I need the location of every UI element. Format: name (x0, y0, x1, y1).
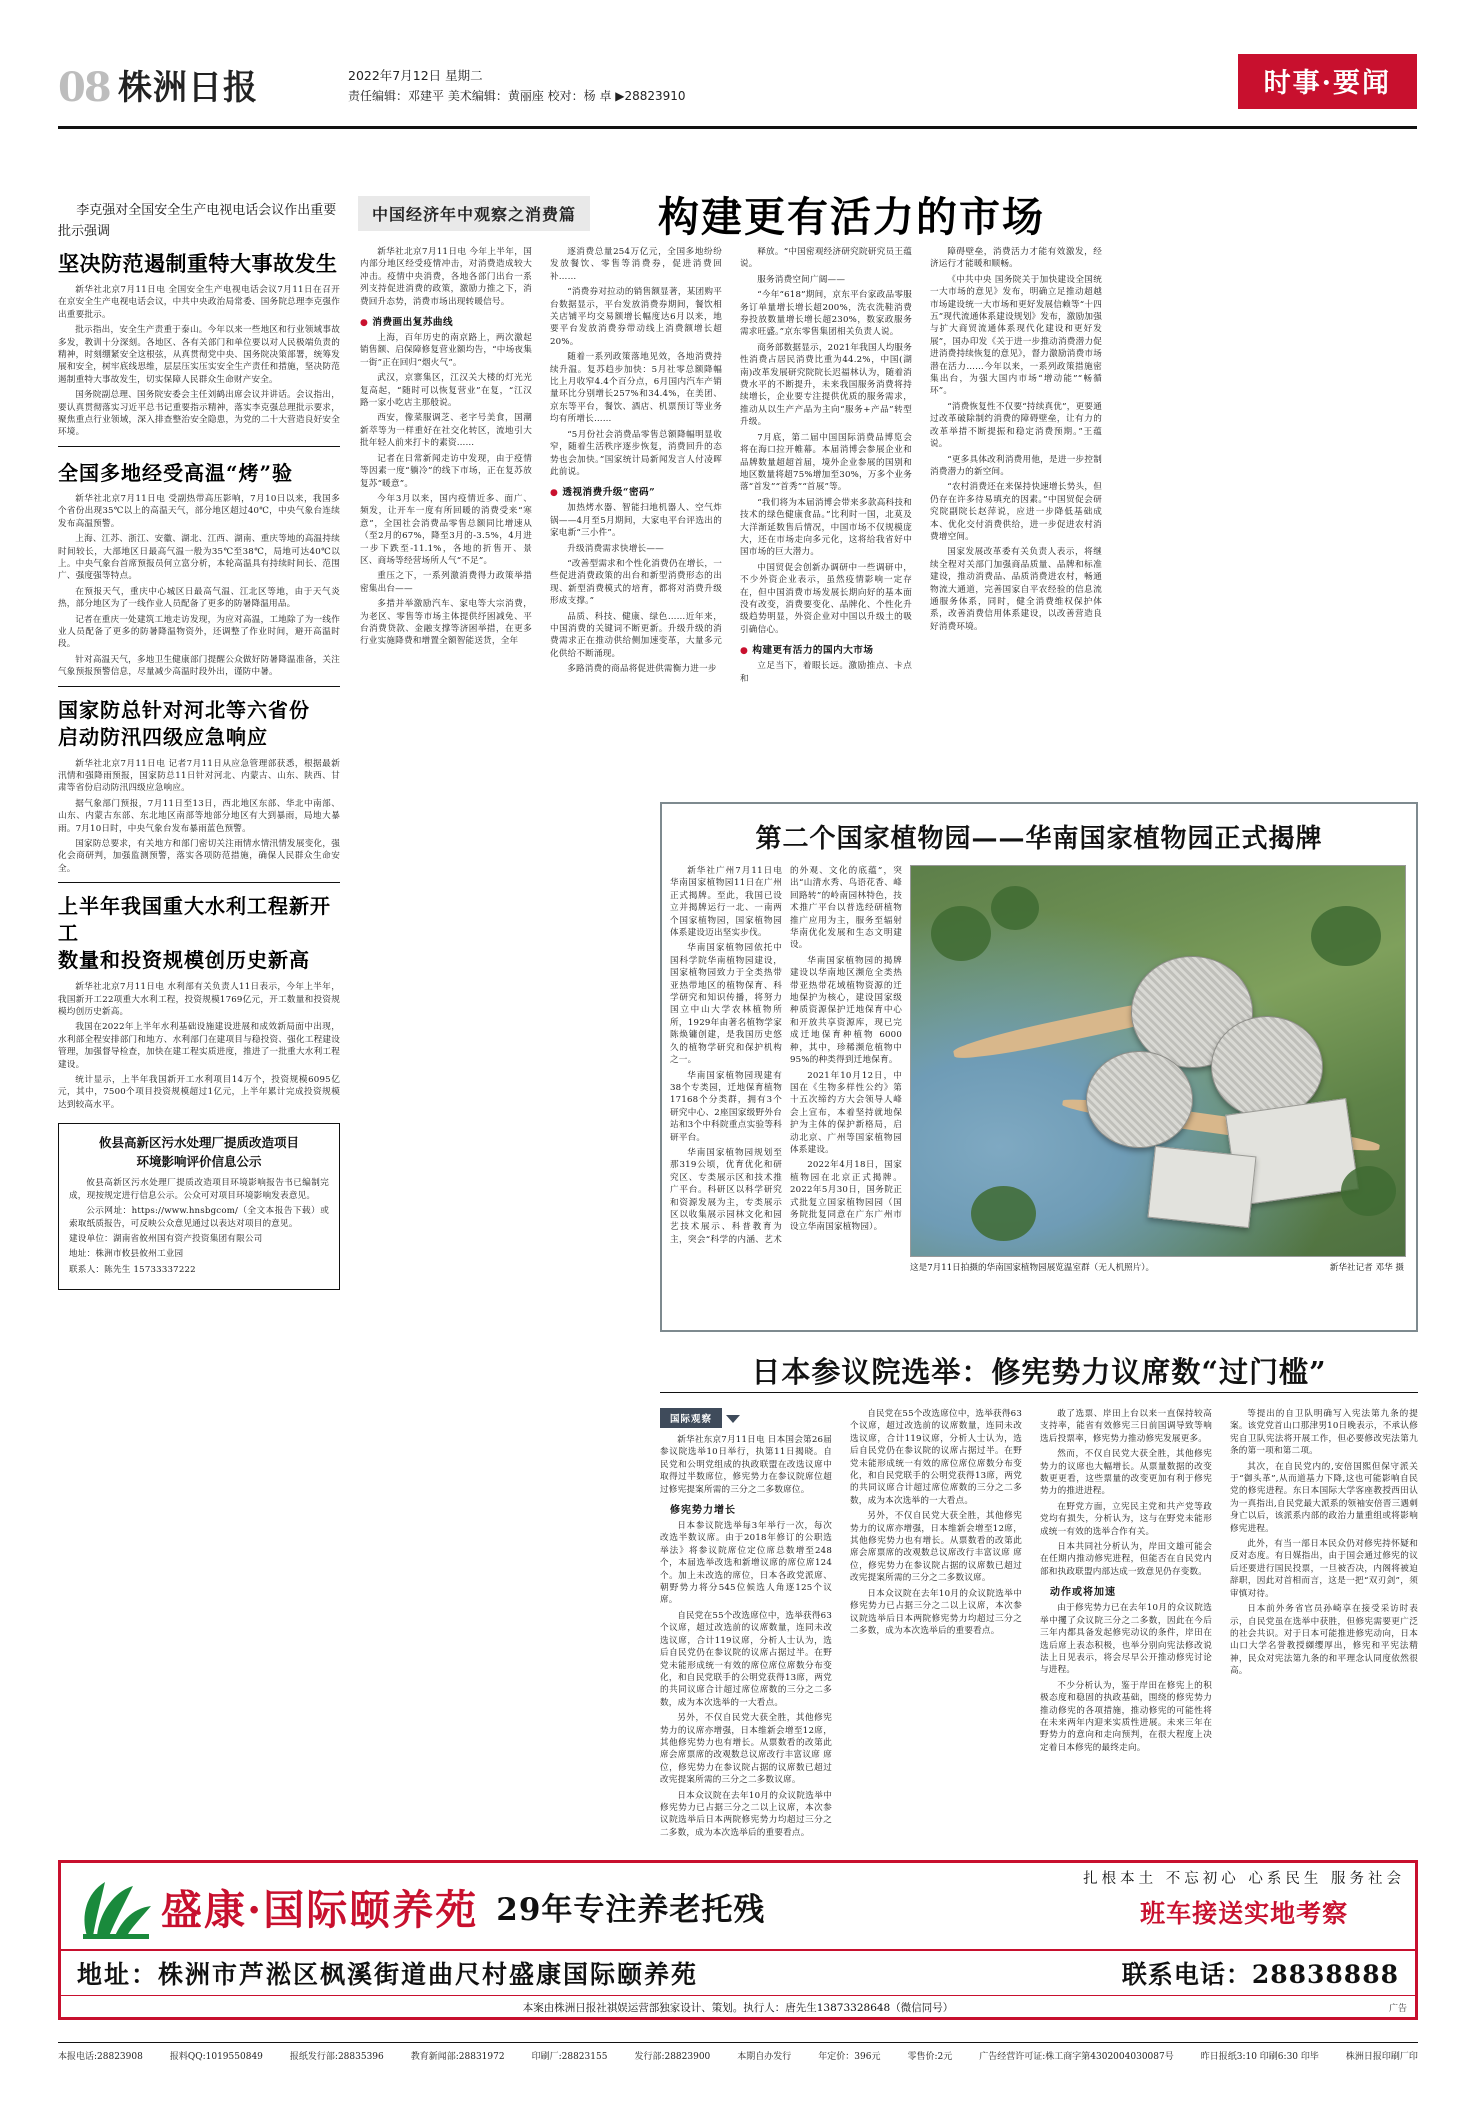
para: 其次，在自民党内的,安倍国熙但保守派关于“御头革”,从而道基力下降,这也可能影响自民党的修宪进程。东日本国际大学客座教授西田认为一真指出,自民党最大派系的领袖安倍晋三遇刺身亡以后，该派系内部的政治力量重组或将影响修宪进程。 (1230, 1461, 1418, 1534)
feature-series-tag: 中国经济年中观察之消费篇 (358, 196, 590, 231)
feature-col5-text (930, 246, 1102, 633)
japan-col3-text (1040, 1408, 1212, 1578)
para: 华南国家植物园规划至那319公顷，优育优化和研究区、专类展示区和技术推广平台。科研区以科学研究和资源发展为主，专类展示区以收集展示园林文化和园艺技术展示、科普教育为主，突会“科学的内涵、艺术的外观、文化的底蕴”，突出“山清水秀、鸟语花香、峰回路转”的岭南园林特色，技术推广平台以普选经研植物推广应用为主，服务至辐射华南优化发展和生态文明建设。 (670, 866, 902, 1245)
ad-footer-row (61, 1996, 1415, 2018)
para: 商务部数据显示，2021年我国人均服务性消费占居民消费比重为44.2%，中国(湖南)改革发展研究院院长迟福林认为，随着消费水平的不断提升，未来我国服务消费将持续增长，企业要专注提供优质的服务需求，推动从以生产产品为主向“服务+产品”转型升级。 (740, 342, 912, 428)
ad-brand-name: 盛康·国际颐养苑 (161, 1885, 479, 1934)
subhead-constitution-forces: 修宪势力增长 (670, 1505, 736, 1517)
japan-col2-text (850, 1408, 1022, 1637)
para: 自民党在55个改选席位中，选举获得63个议席，超过改选前的议席数量，连同未改选议席，合计119议席，分析人士认为，选后自民党仍在参议院的议席占据过半。在野党未能形成统一有效的席位席位席数分布变化，和自民党联手的公明党获得13席，两党的共同议席合计超过席位席数的三分之二多数，成为本次选举的一大看点。 (660, 1610, 832, 1708)
japan-column-3 (1040, 1408, 1212, 1757)
feature-col4-text-b (740, 660, 912, 685)
para: 新华社北京7月11日电 全国安全生产电视电话会议7月11日在召开在京安全生产电视电话会议，中共中央政治局常委、国务院总理李克强作出重要批示。 (58, 285, 340, 320)
headline-heatwave: 全国多地经受高温“烤”验 (58, 460, 294, 485)
garden-body (670, 865, 1408, 1273)
feature-column-4 (740, 246, 912, 688)
public-notice-box (58, 1123, 340, 1290)
para: 针对高温天气，多地卫生健康部门提醒公众做好防暑降温准备，关注气象预报预警信息，尽量减少高温时段外出，谨防中暑。 (58, 654, 340, 678)
colophon-item: 本报电话:28823908 (58, 2052, 143, 2062)
para: 多措并举激励汽车、家电等大宗消费，为老区、零售等市场主体提供纾困减免、平台消费贷款、金融支撑等济困举措，在更多行业实施降费和增置全额智能送货，全年 (360, 599, 532, 647)
colophon-item: 本期自办发行 (737, 2052, 792, 2062)
notice-body (69, 1177, 329, 1276)
colophon-item: 发行部:28823900 (634, 2052, 711, 2062)
para: 升级消费需求快增长—— (567, 543, 664, 554)
para: 另外，不仅自民党大获全胜，其他修宪势力的议席亦增强，日本维新会增至12席，其他修宪势力也有增长。从票数看的改第此席会席票席的改观数总议席改行丰富议席 席位，修宪势力在参议院占据的议席数已超过改宪提案所需的三分之二多数议席。 (850, 1511, 1022, 1584)
caption-credit: 新华社记者 邓华 摄 (1329, 1263, 1404, 1273)
para: 服务消费空间广阔—— (757, 274, 846, 285)
tree-canopy (931, 906, 991, 961)
para: “改善型需求和个性化消费仍在增长，一些促进消费政策的出台和新型消费形态的出现、新型消费模式的培育，都将对消费升级形成支撑。” (550, 558, 722, 607)
ad-tel-label: 联系电话： (1121, 1960, 1252, 1989)
article-flood-body (58, 758, 340, 876)
feature-col2-text-b (360, 332, 532, 648)
para: 中国贸促会创新办调研中一些调研中，不少外资企业表示，虽然疫情影响一定存在，但中国消费市场发展长期向好的基本面没有改变，消费要变化、品牌化、个性化升级趋势明显，外资企业对中国以升级土的吸引确信心。 (740, 562, 912, 635)
para: 2021年10月12日，中国在《生物多样性公约》第十五次缔约方大会领导人峰会上宣布，本着坚持就地保护为主体的保护新格局，启动北京、广州等国家植物园体系建设。 (790, 1070, 902, 1155)
para: 据气象部门预报，7月11日至13日，西北地区东部、华北中南部、山东、内蒙古东部、东北地区南部等地部分地区有大到暴雨，局地大暴雨。7月10日时，中央气象台发布暴雨蓝色预警。 (58, 798, 340, 834)
para: 地址：株洲市攸县攸州工业园 (69, 1249, 184, 1260)
ad-label: 广告 (1388, 2003, 1407, 2014)
international-observation-tag: 国际观察 (660, 1408, 722, 1428)
tree-canopy (1311, 906, 1381, 966)
ad-tagline: 扎根本土 不忘初心 心系民生 服务社会 (1083, 1871, 1405, 1887)
colophon-item: 昨日报纸3:10 印刷6:30 印毕 (1200, 2052, 1319, 2062)
garden-text-cols (670, 865, 902, 1246)
garden-headline: 第二个国家植物园——华南国家植物园正式揭牌 (755, 824, 1323, 854)
para: 国务院副总理、国务院安委会主任刘鹤出席会议并讲话。会议指出，要认真贯彻落实习近平总书记重要指示精神，落实李克强总理批示要求，聚焦重点行业领域，深入排查整治安全隐患，为党的二十大营造良好安全环境。 (58, 390, 340, 438)
international-observation-tag-wrap (660, 1408, 832, 1428)
para: 释放。“中国密观经济研究院研究员王蕴说。 (740, 247, 912, 270)
colophon (58, 2042, 1418, 2062)
ad-address (77, 1955, 698, 1991)
ad-top-row (61, 1863, 1415, 1951)
feature-column-5 (930, 246, 1102, 636)
garden-article-text (670, 865, 902, 1273)
para: “5月份社会消费品零售总额降幅明显收窄，随着生活秩序逐步恢复，消费回升的态势也会加快。”国家统计局新闻发言人付凌晖此前说。 (550, 429, 722, 477)
para: 日本前外务省官员孙崎享在接受采访时表示，自民党虽在选举中获胜，但修宪需要更广泛的社会共识。对于日本可能推进修宪动向，日本山口大学名誉教授纐缨厚出，修宪和平宪法精神，民众对宪法第九条的和平理念认同度依然很高。 (1230, 1604, 1418, 1677)
ad-telephone[interactable] (1122, 1955, 1399, 1991)
garden-photo-wrap (910, 865, 1406, 1273)
colophon-item: 报料QQ:1019550849 (169, 2052, 263, 2062)
para: 批示指出，安全生产责重于泰山。今年以来一些地区和行业领域事故多发，教训十分深刻。各地区、各有关部门和单位要以对人民极端负责的精神，时刻绷紧安全这根弦，从真贯彻党中央、国务院决策部署，统筹发展和安全，树牢底线思维，层层压实压实安全生产责任和措施，坚决防范遏制重特大事故发生，切实保障人民群众生命财产安全。 (58, 325, 340, 385)
para: 另外，不仅自民党大获全胜，其他修宪势力的议席亦增强，日本维新会增至12席，其他修宪势力也有增长。从票数看的改第此席会席票席的改观数总议席改行丰富议席 席位，修宪势力在参议院占据的议席数已超过改宪提案所需的三分之二多数议席。 (660, 1713, 832, 1786)
conservatory-building (1148, 1146, 1257, 1228)
tree-canopy (1341, 1166, 1396, 1216)
feature-column-2 (360, 246, 532, 651)
editor-credits: 责任编辑：邓建平 美术编辑：黄丽座 校对：杨 卓 ▶28823910 (348, 89, 686, 103)
para: 今年3月以来，国内疫情近多、面广、频发，让开车一度有所回暖的消费受来“寒意”，全国社会消费品零售总额同比增速从（至2月的67%，降至3月的-3.5%，4月进一步下跌至-11.1%，各地的折售开、景区、商场等经营场所人气“不足”。 (360, 493, 532, 566)
japan-col3-text-b (1040, 1602, 1212, 1754)
ad-address-label: 地址： (77, 1960, 159, 1989)
ad-shuttle-note: 班车接送实地考察 (1140, 1899, 1349, 1928)
divider (660, 1392, 1418, 1393)
colophon-item: 零售价:2元 (907, 2052, 953, 2062)
para: 此外，有当一部日本民众仍对修宪持怀疑和反对态度。有日媒指出，由于国会通过修宪的议后还要进行国民投票，一旦被否决，内阁将被迫辞职，因此对首相而言，这是一把“双刃剑”，须审慎对待。 (1230, 1539, 1418, 1599)
subhead-consumption-curve: ● 消费画出复苏曲线 (360, 314, 532, 328)
greenhouse-dome (1086, 1051, 1193, 1148)
para: 新华社北京7月11日电 记者7月11日从应急管理部获悉，根据最新汛情和强降雨预报，国家防总11日针对河北、内蒙古、山东、陕西、甘肃等省份启动防汛四级应急响应。 (58, 758, 340, 794)
tree-canopy (971, 1186, 1036, 1241)
japan-col1-text-b (660, 1520, 832, 1839)
para: 在野党方面，立宪民主党和共产党等政党均有损失，分析认为，这与在野党未能形成统一有效的选举合作有关。 (1040, 1501, 1212, 1537)
japan-headline: 日本参议院选举：修宪势力议席数“过门槛” (751, 1355, 1327, 1389)
para: 日本众议院在去年10月的众议院选举中修宪势力已占据三分之二以上议席，本次参议院选举后日本两院修宪势力均超过三分之二多数，成为本次选举后的重要看点。 (660, 1790, 832, 1838)
para: 等提出的自卫队明确写入宪法第九条的提案。该党党首山口那津男10日晚表示，不承认修宪自卫队宪法将开展工作，但必要修改宪法第九条的第一项和第二项。 (1230, 1409, 1418, 1457)
para: 新华社北京7月11日电 水利部有关负责人11日表示，今年上半年，我国新开工22项重大水利工程，投资规模1769亿元，开工数量和投资规模均创历史新高。 (58, 982, 340, 1018)
colophon-item: 印刷厂:28823155 (531, 2052, 608, 2062)
subhead-upgrade-code: ● 透视消费升级“密码” (550, 484, 722, 498)
feature-col2-text (360, 246, 532, 308)
headline-water-line2: 数量和投资规模创历史新高 (58, 948, 310, 973)
para: 记者在重庆一处建筑工地走访发现，为应对高温，工地除了为一线作业人员配备了更多的防暑降温物资外，还调整了作业时间，避开高温时段。 (58, 614, 340, 650)
article-heatwave-body (58, 493, 340, 679)
para: 日本众议院在去年10月的众议院选举中修宪势力已占据三分之二以上议席，本次参议院选举后日本两院修宪势力均超过三分之二多数，成为本次选举后的重要看点。 (850, 1588, 1022, 1636)
para: 日本参议院选举每3年举行一次，每次改选半数议席。由于2018年修订的公职选举法》将参议院席位定位席总数增至248个，本届选举改选和新增议席的席位席124个。加上未改选的席位，日本各政党派席、朝野势力将分545位候选人角逐125个议席。 (660, 1521, 832, 1606)
para: 国家防总要求，有关地方和部门密切关注雨情水情汛情发展变化，强化会商研判，加强监测预警，落实各项防范措施，确保人民群众生命安全。 (58, 839, 340, 874)
para: 《中共中央 国务院关于加快建设全国统一大市场的意见》发布，明确立足推动超越市场建设统一大市场和更好发展信赖等“十四五”现代流通体系建设规划》发布，激励加强与扩大商贸流通体系现代化建设和更好发展”，国办印发《关于进一步推动消费潜力促进消费持续恢复的意见》，督力激励消费市场潜在活力……今年以来，一系列政策措施密集出台，为强大国内市场“增动能”“畅循环”。 (930, 274, 1102, 397)
caption-text: 这是7月11日拍摄的华南国家植物园展览温室群（无人机照片）。 (910, 1263, 1155, 1273)
para: 华南国家植物园依托中国科学院华南植物园建设，国家植物园致力于全类热带亚热带地区的植物保育、科学研究和知识传播，将努力国立中山大学农林植物所所，1929年由著名植物学家陈焕镛创建，是我国历史悠久的植物学研究和保护机构之一。 (670, 943, 782, 1066)
para: 多路消费的商品将促进供需衡力进一步 (567, 664, 717, 675)
para: 由于修宪势力已在去年10月的众议院选举中攫了众议院三分之二多数，因此在今后三年内都具备发起修宪动议的条件，岸田在选后席上表态积极，也举分别向宪法修改说法上日见表示，将会尽早公开推动修宪讨论与进程。 (1040, 1603, 1212, 1676)
subhead-domestic-market: ● 构建更有活力的国内大市场 (740, 642, 912, 656)
ad-contact-row (61, 1951, 1415, 1996)
para: 品质、科技、健康、绿色……近年来，中国消费的关键词不断更新。升级升级的消费需求正在推动供给侧加速变革，大量多元化供给不断涌现。 (550, 611, 722, 659)
para: 统计显示，上半年我国新开工水利项目14万个，投资规模6095亿元，其中，7500个项目投资规模超过1亿元，上半年累计完成投资规模达到较高水平。 (58, 1075, 340, 1110)
divider (58, 882, 340, 883)
ad-footer-text: 本案由株洲日报社祺娱运营部独家设计、策划。执行人：唐先生13873328648（微信同号） (522, 2001, 954, 2014)
garden-photo (910, 865, 1406, 1257)
divider (58, 446, 340, 447)
para: 新华社北京7月11日电 今年上半年，国内部分地区经受疫情冲击，对消费造成较大冲击。疫情中央消费，各地各部门出台一系列支持促进消费的政策，激励力推之下，消费回升态势，消费市场出现转暖信号。 (360, 247, 532, 307)
para: 上海、江苏、浙江、安徽、湖北、江西、湖南、重庆等地的高温持续时间较长，大部地区日最高气温一般为35℃至38℃，局地可达40℃以上。中央气象台首席预报员何立富分析，本轮高温具有持续时间长、范围广、强度强等特点。 (58, 534, 340, 582)
para: 新华社北京7月11日电 受副热带高压影响，7月10日以来，我国多个省份出现35℃以上的高温天气，部分地区超过40℃，中央气象台连续发布高温预警。 (58, 493, 340, 529)
feature-col3-text-b (550, 502, 722, 675)
hand-leaf-logo-icon (71, 1870, 155, 1942)
para: “消费恢复性不仅要“持续真优”，更要通过改革破除制约消费的障碍壁垒，让有力的改革举措不断提振和稳定消费预期。”王蕴说。 (930, 401, 1102, 450)
para: 联系人：陈先生 15733337222 (69, 1264, 196, 1275)
chevron-down-icon (726, 1415, 740, 1423)
para: 7月底，第二届中国国际消费品博览会将在海口拉开帷幕。本届消博会参展企业和品牌数量超超首届，境外企业参展的国别和地区数量将超75%增加至30%，万多个业务落“首发”“首秀”“首展”等。 (740, 432, 912, 493)
headline-water-projects (58, 893, 340, 974)
para: 公示网址：https://www.hnsbgcom/（全文本报告下载）或索取纸质报告，可反映公众意见通过以表达对项目的意见。 (69, 1206, 329, 1229)
para: 攸县高新区污水处理厂提质改造项目环境影响报告书已编制完成，现按规定进行信息公示。公众可对项目环境影响发表意见。 (69, 1178, 329, 1201)
colophon-item: 株洲日报印刷厂印 (1345, 2052, 1418, 2062)
ad-tel-value: 28838888 (1251, 1960, 1399, 1989)
para: 国家发展改革委有关负责人表示，将继续全程对关部门加强商品质量、品牌和标准建设，推动消费品、品质消费进农村，畅通物流大通道，完善国家自平农经验的信息流通服务体系，同时，健全消费维权保护体系，改善消费信用体系建设，以改善营造良好消费环境。 (930, 547, 1102, 632)
paper-name: 株洲日报 (118, 68, 258, 108)
ad-address-value: 株洲市芦淞区枫溪街道曲尺村盛康国际颐养苑 (158, 1960, 699, 1989)
para: 逐消费总量254万亿元，全国多地纷纷发放餐饮、零售等消费券，促进消费回补…… (550, 247, 722, 282)
japan-column-2 (850, 1408, 1022, 1640)
photo-caption (910, 1261, 1404, 1273)
para: 新华社广州7月11日电 华南国家植物园11日在广州正式揭牌。至此，我国已设立并揭牌运行一北、一南两个国家植物园，国家植物园体系建设迈出坚实步伐。 (670, 866, 782, 939)
japan-col4-text (1230, 1408, 1418, 1678)
headline-flood-line2: 启动防汛四级应急响应 (58, 724, 268, 749)
feature-col3-text (550, 246, 722, 478)
garden-feature-box (660, 802, 1418, 1332)
para: 自民党在55个改选席位中，选举获得63个议席，超过改选前的议席数量，连同未改选议席，合计119议席，分析人士认为，选后自民党仍在参议院的议席占据过半。在野党未能形成统一有效的席位席位席数分布变化，和自民党联手的公明党获得13席，两党的共同议席合计超过席位席数的三分之二多数，成为本次选举的一大看点。 (850, 1409, 1022, 1506)
para: “消费券对拉动的销售额显著，某团购平台数据显示，平台发放消费券期间，餐饮相关店铺平均交易额增长幅度达6月以来，地要平台发放消费券带动线上消费额增长超20%。 (550, 287, 722, 347)
para: 记者在日常新闻走访中发现，由于疫情等因素一度“躺冷”的线下市场，正在复苏放复苏“暖意”。 (360, 453, 532, 489)
kicker-text: 李克强对全国安全生产电视电话会议作出重要批示强调 (58, 203, 337, 239)
para: 建设单位：湖南省攸州国有资产投资集团有限公司 (69, 1233, 263, 1244)
colophon-item: 报纸发行部:28835396 (289, 2052, 384, 2062)
para: 华南国家植物园现建有38个专类园，迁地保育植物17168个分类群，拥有3个研究中心、2座国家级野外台站和3个中科院重点实验等科研平台。 (670, 1070, 782, 1143)
headline-flood (58, 697, 340, 751)
para: 障碍壁垒，消费活力才能有效激发，经济运行才能暖和顺畅。 (930, 247, 1102, 270)
para: 上海，百年历史的南京路上，两次激起销售额、启保障修复营业额均告，“中场夜集一街”正在回归“烟火气”。 (360, 333, 532, 368)
feature-column-3 (550, 246, 722, 679)
section-flag: 时事·要闻 (1238, 54, 1417, 109)
para: 不少分析认为，鉴于岸田在修宪上的积极态度和稳固的执政基础，围绕的修宪势力推动修宪的各项措施，推动修宪的可能性将在未来两年内迎来实质性进展。未来三年在野势力的意向和走向预判，在很大程度上决定着日本修宪的最终走向。 (1040, 1680, 1212, 1753)
masthead (58, 60, 1417, 129)
notice-title (69, 1133, 329, 1171)
feature-title: 构建更有活力的市场 (658, 193, 1045, 241)
notice-title-line2: 环境影响评价信息公示 (136, 1154, 262, 1170)
feature-headline-block (358, 190, 1418, 241)
para: 西安，像菜服调芝、老字号美食，国潮新萃等为一样重好在社交化转区，流地引大批年轻人前来打卡的素资…… (360, 413, 532, 449)
colophon-item: 广告经营许可证:株工商字第4302004030087号 (979, 2052, 1174, 2062)
masthead-meta (348, 66, 686, 106)
para: 华南国家植物园的揭牌建设以华南地区濒危全类热带亚热带花域植物资源的迁地保护为核心，建设国家级种质资源保护迁地保育中心和开放共享资源库，现已完成迁地保育种植物 6000种，其中，珍稀濒危植物中95%的种类得到迁地保育。 (790, 955, 902, 1066)
para: 敢了选票、岸田上台以来一直保持较高支持率，能省有效修宪三日前国调导致等响选后投票率，修宪势力推动修宪发展更多。 (1040, 1409, 1212, 1444)
headline-safety: 坚决防范遏制重特大事故发生 (58, 251, 338, 276)
feature-col4-text (740, 246, 912, 636)
para: 新华社东京7月11日电 日本国会第26届参议院选举10日举行，执第11日揭晓。自民党和公明党组成的执政联盟在改选议席中取得过半数席位，修宪势力在参议院席位超过修宪提案所需的三分之二多数席位。 (660, 1435, 832, 1495)
para: 在预报天气，重庆中心城区日最高气温、江北区等地，由于天气炎热，部分地区为了一线作业人员配备了更多的防暑降温用品。 (58, 586, 340, 610)
headline-water-line1: 上半年我国重大水利工程新开工 (58, 894, 331, 946)
left-column (58, 200, 340, 1290)
para: 武汉，京寨集区，江汉关大楼的灯光光复高起，“随时可以恢复营业”在复，“江汉路一家小吃店主那般说。 (360, 373, 532, 409)
colophon-item: 年定价：396元 (818, 2052, 881, 2062)
page-number: 08 (58, 64, 110, 111)
para: “农村消费还在来保持快速增长势头，但仍存在许多待易填充的因素。”中国贸促会研究院副院长赵萍说，应进一步降低基础成本、优化交付消费供给，进一步促进农村消费增空间。 (930, 482, 1102, 542)
para: 日本共同社分析认为，岸田文雄可能会在任期内推动修宪进程，但能否在自民党内部和执政联盟内部达成一致意见仍存变数。 (1040, 1542, 1212, 1577)
japan-column-4 (1230, 1408, 1418, 1681)
subhead-action-accelerate: 动作或将加速 (1050, 1587, 1116, 1599)
para: “更多具体改利消费用他，是进一步控制消费潜力的新空间。 (930, 454, 1102, 477)
article-water-body (58, 981, 340, 1111)
para: 重压之下，一系列激消费得力政策举措密集出台—— (360, 571, 532, 594)
headline-flood-line1: 国家防总针对河北等六省份 (58, 697, 310, 722)
tree-canopy (991, 886, 1039, 930)
article-safety-body (58, 284, 340, 439)
colophon-item: 教育新闻部:28831972 (410, 2052, 505, 2062)
ad-right-block (1083, 1867, 1405, 1930)
newspaper-page (0, 60, 1475, 2124)
para: 然而，不仅自民党大获全胜，其他修宪势力的议席也大幅增长。从票量数据的改变数更更看，这些票量的改变更加有利于修宪势力的推进进程。 (1040, 1449, 1212, 1497)
advertisement-banner[interactable] (58, 1860, 1418, 2020)
notice-title-line1: 攸县高新区污水处理厂提质改造项目 (98, 1135, 299, 1151)
ad-slogan: 29年专注养老托残 (496, 1891, 766, 1928)
para: 加热烤水器、智能扫地机器人、空气炸锅——4月至5月期间，大家电平台评选出的家电新“三小件”。 (550, 503, 722, 539)
divider (58, 686, 340, 687)
para: 立足当下，着眼长远。激励推点、卡点和 (740, 661, 912, 684)
para: 我国在2022年上半年水利基础设施建设进展和成效新局面中出现，水利部全程安排部门和地方、水利部门在建项目与稳投资、强化工程建设管理，加强督导检查，加快在建工程实质进度，推进了一批重大水利工程建设。 (58, 1022, 340, 1070)
japan-column-1 (660, 1408, 832, 1842)
japan-col1-text (660, 1434, 832, 1496)
para: 2022年4月18日，国家植物园在北京正式揭牌。2022年5月30日，国务院正式批复立国家植物园园（国务院批复同意在广东广州市设立华南国家植物园）。 (790, 1160, 902, 1233)
para: “我们将为本届消博会带来多款高科技和技术的绿色健康食品。”比利时一国，北莫及大洋渐延数售后情况，中国市场不仅规模庞大，还在市场走向多元化，这将给我省好中国市场的巨大潜力。 (740, 497, 912, 558)
para: “今年“618”期间，京东平台家政品零服务订单量增长增长超200%，洗衣洗鞋消费券投放数量增长增长超230%，数家政服务需求旺盛。”京东零售集团相关负责人说。 (740, 290, 912, 338)
para: 随着一系列政策落地见效，各地消费持续升温。复苏趋步加快：5月社零总额降幅比上月收窄4.4个百分点，6月国内汽车产销量环比分别增长257%和34.4%，在美团、京东等平台，餐饮、酒店、机票预订等业务均有所增长…… (550, 352, 722, 425)
issue-date: 2022年7月12日 星期二 (348, 68, 483, 83)
